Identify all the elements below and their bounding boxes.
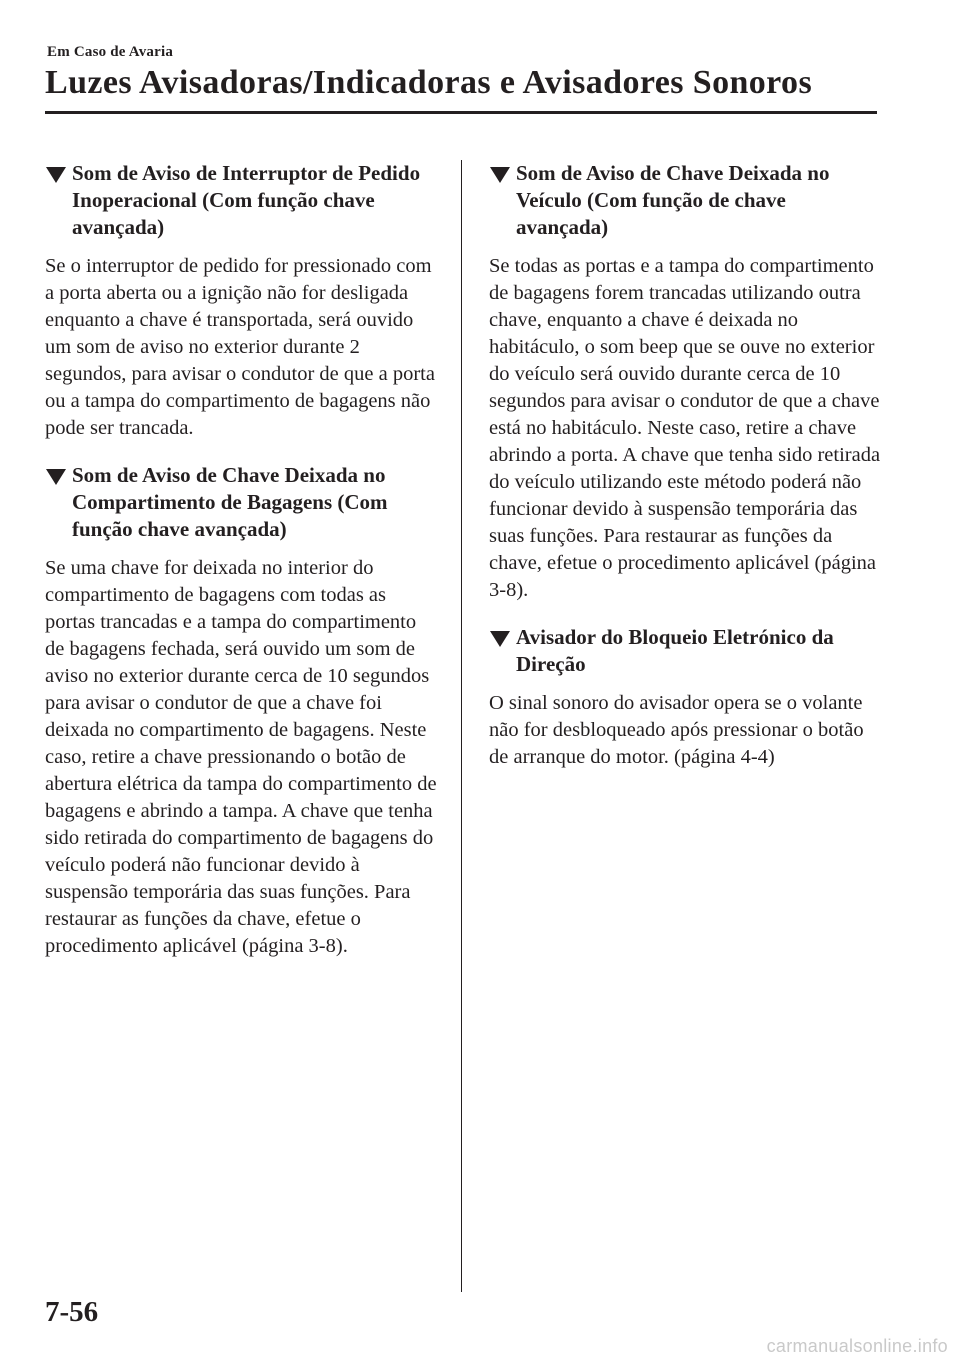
section-request-switch-warning [45,160,440,442]
triangle-bullet-icon [490,167,510,183]
section-heading [489,160,881,241]
section-body: O sinal sonoro do avisador opera se o volante não for desbloqueado após pressionar o botão de arranque do motor. (página 4-4) [489,692,864,768]
section-heading [45,462,440,543]
section-heading-text: Som de Aviso de Chave Deixada no Compartimento de Bagagens (Com função chave avançada) [72,463,388,541]
section-key-left-in-vehicle [489,160,881,604]
watermark: carmanualsonline.info [766,1336,948,1356]
column-divider [461,160,462,1292]
section-body: Se o interruptor de pedido for pressionado com a porta aberta ou a ignição não for desligada enquanto a chave é transportada, será ouvido um som de aviso no exterior durante 2 segundos, para avisar o condutor de que a porta ou a tampa do compartimento de bagagens não pode ser trancada. [45,255,435,439]
section-steering-lock-warning [489,624,881,771]
section-heading-text: Som de Aviso de Chave Deixada no Veículo (Com função de chave avançada) [516,161,830,239]
left-column [45,160,440,980]
triangle-bullet-icon [46,469,66,485]
chapter-label: Em Caso de Avaria [47,44,174,60]
page-title: Luzes Avisadoras/Indicadoras e Avisadores Sonoros [45,64,813,101]
section-key-left-in-luggage [45,462,440,960]
section-heading-text: Avisador do Bloqueio Eletrónico da Direção [516,625,834,676]
section-body: Se uma chave for deixada no interior do compartimento de bagagens com todas as portas trancadas e a tampa do compartimento de bagagens fechada, será ouvido um som de aviso no exterior durante cerca de 10 segundos para avisar o condutor de que a chave foi deixada no compartimento de bagagens. Neste caso, retire a chave pressionando o botão de abertura elétrica da tampa do compartimento de bagagens e abrindo a tampa. A chave que tenha sido retirada do compartimento de bagagens do veículo poderá não funcionar devido à suspensão temporária das suas funções. Para restaurar as funções da chave, efetue o procedimento aplicável (página 3-8). [45,557,437,957]
section-heading [489,624,881,678]
triangle-bullet-icon [490,631,510,647]
page-number: 7-56 [45,1296,99,1328]
right-column [489,160,881,791]
section-heading-text: Som de Aviso de Interruptor de Pedido Inoperacional (Com função chave avançada) [72,161,421,239]
triangle-bullet-icon [46,167,66,183]
header-rule [45,111,877,114]
section-heading [45,160,440,241]
section-body: Se todas as portas e a tampa do compartimento de bagagens forem trancadas utilizando outra chave, enquanto a chave é deixada no habitáculo, o som beep que se ouve no exterior do veículo será ouvido durante cerca de 10 segundos para avisar o condutor de que a chave está no habitáculo. Neste caso, retire a chave abrindo a porta. A chave que tenha sido retirada do veículo utilizando este método poderá não funcionar devido à suspensão temporária das suas funções. Para restaurar as funções da chave, efetue o procedimento aplicável (página 3-8). [489,255,881,601]
